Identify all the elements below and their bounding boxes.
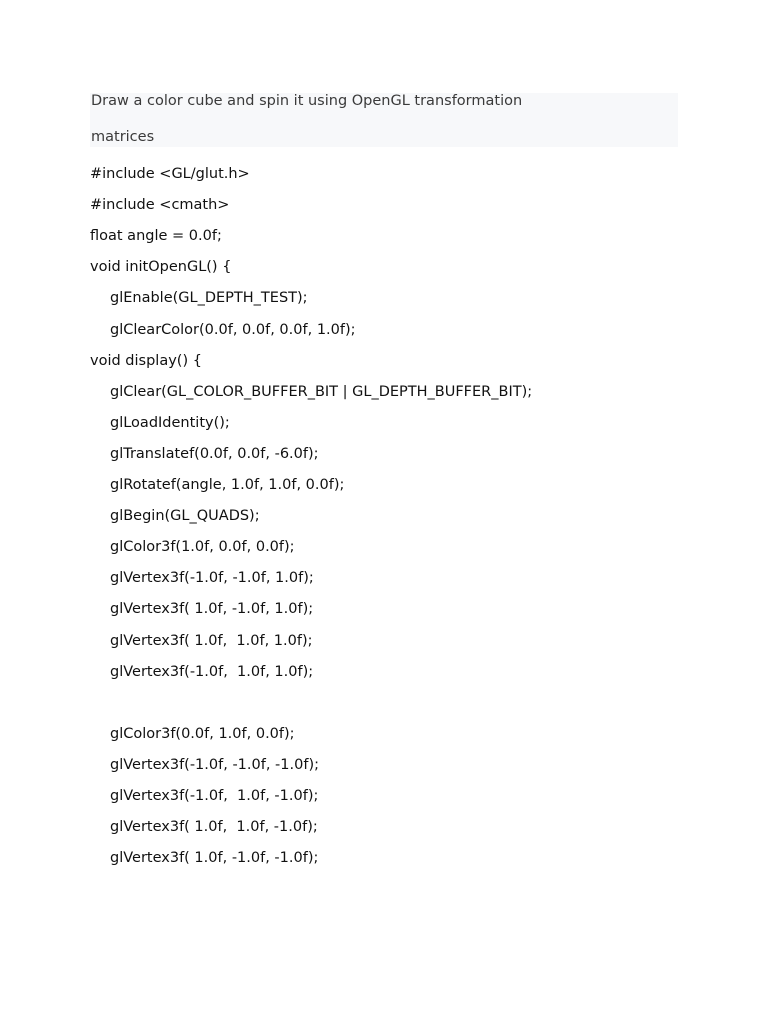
code-line: glLoadIdentity();: [110, 414, 230, 431]
code-line: glVertex3f( 1.0f, -1.0f, -1.0f);: [110, 850, 319, 867]
code-line: glVertex3f(-1.0f, 1.0f, 1.0f);: [110, 663, 314, 680]
code-line: glClear(GL_COLOR_BUFFER_BIT | GL_DEPTH_BUFFER_BIT);: [110, 383, 533, 400]
code-line: glVertex3f(-1.0f, 1.0f, -1.0f);: [110, 788, 319, 804]
code-line: glVertex3f(-1.0f, -1.0f, -1.0f);: [110, 756, 319, 773]
code-line: glVertex3f(-1.0f, -1.0f, 1.0f);: [110, 570, 314, 587]
prompt-line-1: Draw a color cube and spin it using OpenGL transformation: [91, 93, 523, 109]
code-line: glColor3f(0.0f, 1.0f, 0.0f);: [110, 725, 295, 742]
code-line: glVertex3f( 1.0f, -1.0f, 1.0f);: [110, 601, 314, 618]
code-line: void initOpenGL() {: [90, 259, 232, 276]
code-line: glColor3f(1.0f, 0.0f, 0.0f);: [110, 539, 295, 556]
code-line: glVertex3f( 1.0f, 1.0f, 1.0f);: [110, 632, 313, 649]
prompt-line-2: matrices: [91, 129, 155, 145]
code-line: glBegin(GL_QUADS);: [110, 508, 260, 525]
code-line: glRotatef(angle, 1.0f, 1.0f, 0.0f);: [110, 477, 345, 493]
code-line: glEnable(GL_DEPTH_TEST);: [110, 290, 308, 307]
code-line: glTranslatef(0.0f, 0.0f, -6.0f);: [110, 445, 319, 462]
code-line: glClearColor(0.0f, 0.0f, 0.0f, 1.0f);: [110, 321, 356, 338]
code-line: float angle = 0.0f;: [90, 228, 222, 245]
code-line: #include <cmath>: [90, 197, 230, 214]
code-line: glVertex3f( 1.0f, 1.0f, -1.0f);: [110, 819, 318, 836]
code-line: #include <GL/glut.h>: [90, 166, 250, 182]
code-line: void display() {: [90, 352, 202, 369]
